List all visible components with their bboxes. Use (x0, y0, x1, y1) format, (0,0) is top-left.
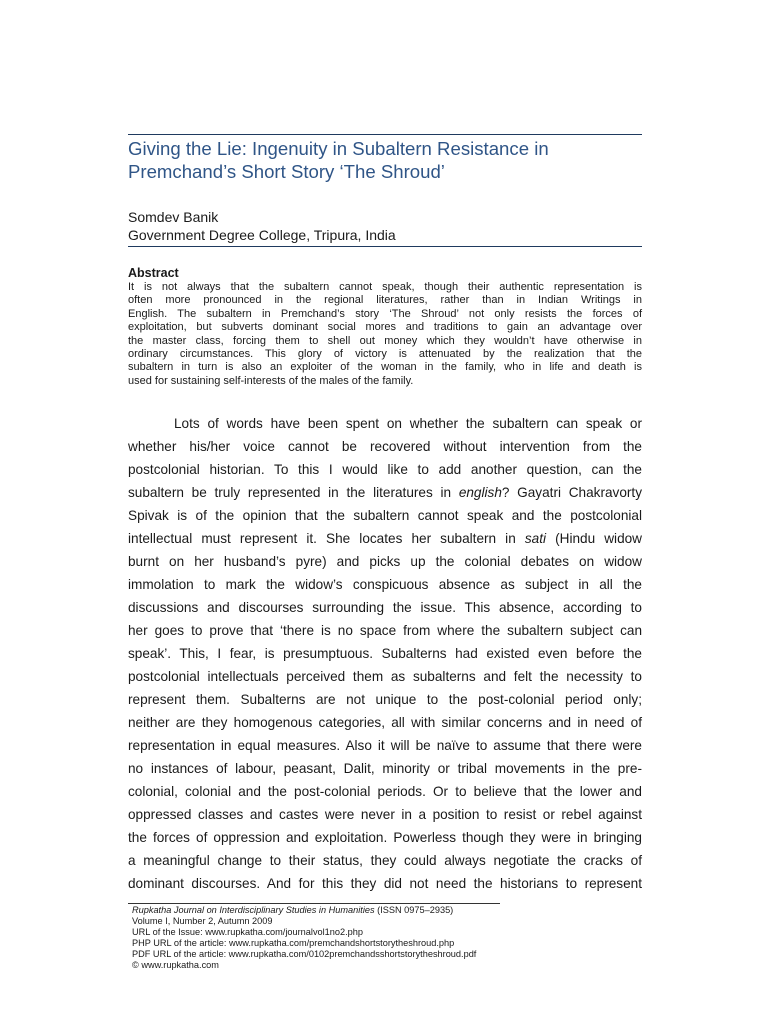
emphasis-sati: sati (524, 531, 547, 546)
body-line: representation in equal measures. Also it will be naïve to assume that there were (128, 738, 642, 753)
abstract-line: used for sustaining self-interests of the males of the family. (128, 374, 414, 387)
abstract-line: the master class, forcing them to shell out money which they wouldn’t have otherwise in (128, 334, 642, 347)
abstract-line: subaltern in turn is also an exploiter of the woman in the family, who in life and death is (128, 361, 642, 374)
abstract-line: exploitation, but subverts dominant social mores and traditions to gain an advantage over (128, 321, 642, 334)
title-top-rule (128, 134, 642, 135)
abstract-heading: Abstract (128, 266, 179, 280)
footer-copyright: © www.rupkatha.com (132, 960, 219, 970)
body-line: dominant discourses. And for this they did not need the historians to represent (128, 876, 642, 891)
body-line: no instances of labour, peasant, Dalit, minority or tribal movements in the pre- (128, 761, 642, 776)
abstract-text (128, 281, 642, 388)
body-line (128, 527, 642, 550)
author-block (128, 208, 642, 244)
title-line: Premchand’s Short Story ‘The Shroud’ (128, 161, 445, 182)
footer-php-url[interactable]: PHP URL of the article: www.rupkatha.com/premchandshortstorytheshroud.php (132, 938, 455, 948)
body-text-run: (Hindu widow (546, 531, 643, 546)
body-line (128, 481, 642, 504)
title-line: Giving the Lie: Ingenuity in Subaltern Resistance in (128, 138, 549, 159)
body-line: discussions and discourses surrounding the issue. This absence, according to (128, 600, 642, 615)
journal-issn: (ISSN 0975–2935) (374, 905, 454, 915)
body-line: postcolonial historian. To this I would like to add another question, can the (128, 462, 642, 477)
body-text-run: intellectual must represent it. She locates her subaltern in (128, 531, 525, 546)
body-text-run: subaltern be truly represented in the literatures in (128, 485, 459, 500)
body-line: colonial, colonial and the post-colonial periods. Or to believe that the lower and (128, 784, 642, 799)
footer-volume: Volume I, Number 2, Autumn 2009 (132, 916, 273, 926)
body-line: whether his/her voice cannot be recovered without intervention from the (128, 439, 642, 454)
body-line: Lots of words have been spent on whether the subaltern can speak or (174, 416, 642, 431)
abstract-line: ordinary circumstances. This glory of victory is attenuated by the realization that the (128, 348, 642, 361)
body-line: burnt on her husband’s pyre) and picks up the colonial debates on widow (128, 554, 642, 569)
abstract-line: It is not always that the subaltern cannot speak, though their authentic representation is (128, 281, 642, 293)
author-bottom-rule (128, 246, 642, 247)
journal-name: Rupkatha Journal on Interdisciplinary Studies in Humanities (132, 905, 375, 915)
author-name: Somdev Banik (128, 209, 219, 225)
footer-pdf-url[interactable]: PDF URL of the article: www.rupkatha.com/0102premchandsshortstorytheshroud.pdf (132, 949, 477, 959)
abstract-line: often more pronounced in the regional literatures, rather than in Indian Writings in (128, 294, 642, 307)
body-line: the forces of oppression and exploitation. Powerless though they were in bringing (128, 830, 642, 845)
body-line: speak’. This, I fear, is presumptuous. Subalterns had existed even before the (128, 646, 642, 661)
body-line: Spivak is of the opinion that the subaltern cannot speak and the postcolonial (128, 508, 642, 523)
author-affiliation: Government Degree College, Tripura, India (128, 227, 396, 243)
footer-rule (128, 903, 500, 904)
article-title (128, 137, 642, 183)
body-line: postcolonial intellectuals perceived them as subalterns and felt the necessity to (128, 669, 642, 684)
body-line: neither are they homogenous categories, all with similar concerns and in need of (128, 715, 642, 730)
body-line: immolation to mark the widow’s conspicuous absence as subject in all the (128, 577, 642, 592)
emphasis-english: english (458, 485, 502, 500)
body-paragraph (128, 412, 642, 895)
body-line: a meaningful change to their status, they could always negotiate the cracks of (128, 853, 642, 868)
body-line: her goes to prove that ‘there is no space from where the subaltern subject can (128, 623, 642, 638)
footer-issue-url[interactable]: URL of the Issue: www.rupkatha.com/journalvol1no2.php (132, 927, 364, 937)
footer-citation (132, 905, 652, 971)
footer-journal-line (132, 905, 652, 916)
body-line: represent them. Subalterns are not unique to the post-colonial period only; (128, 692, 642, 707)
abstract-line: English. The subaltern in Premchand’s story ‘The Shroud’ not only resists the forces of (128, 307, 642, 320)
body-text-run: ? Gayatri Chakravorty (501, 485, 642, 500)
body-line: oppressed classes and castes were never in a position to resist or rebel against (128, 807, 642, 822)
